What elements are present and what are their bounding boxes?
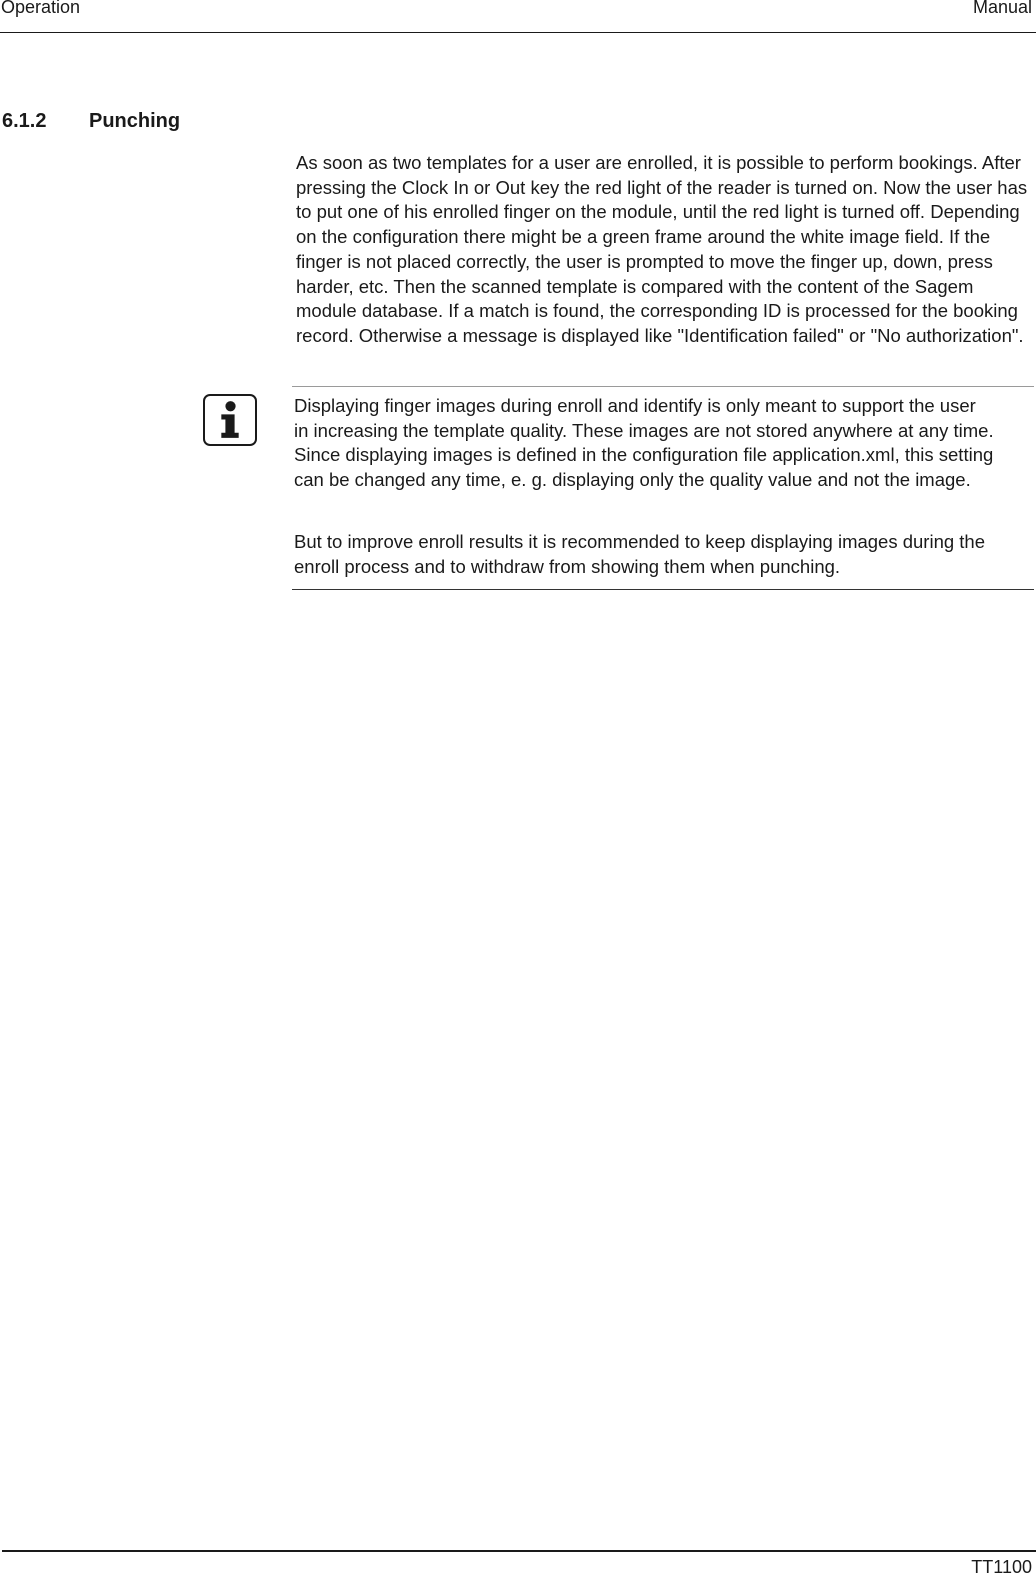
- note-paragraph-1: Displaying finger images during enroll and identify is only meant to support the user in increasing the template quality. These images are not stored anywhere at any time. Since displaying images is defined in the configuration file application.xml, this setting can be changed any time, e. g. displaying only the quality value and not the image.: [294, 395, 994, 491]
- note-paragraph-2: But to improve enroll results it is recommended to keep displaying images during the enroll process and to withdraw from showing them when punching.: [294, 531, 986, 577]
- section-number: 6.1.2: [2, 110, 47, 132]
- section-heading: [2, 110, 180, 133]
- info-icon: [203, 394, 257, 446]
- body-paragraph: As soon as two templates for a user are enrolled, it is possible to perform bookings. After pressing the Clock In or Out key the red light of the reader is turned on. Now the user has to put one of his enrolled finger on the module, until the red light is turned off. Depending on the configuration there might be a green frame around the white image field. If the finger is not placed correctly, the user is prompted to move the finger up, down, press harder, etc. Then the scanned template is compared with the content of the Sagem module database. If a match is found, the corresponding ID is processed for the booking record. Otherwise a message is displayed like "Identification failed" or "No authorization".: [296, 152, 1028, 346]
- header-chapter-label: Operation: [1, 0, 81, 17]
- header-document-label: Manual: [972, 0, 1032, 17]
- page-footer: [2, 1550, 1036, 1583]
- page-header: [0, 0, 1036, 33]
- footer-product-label: TT1100: [971, 1557, 1032, 1577]
- section-title: Punching: [89, 110, 181, 132]
